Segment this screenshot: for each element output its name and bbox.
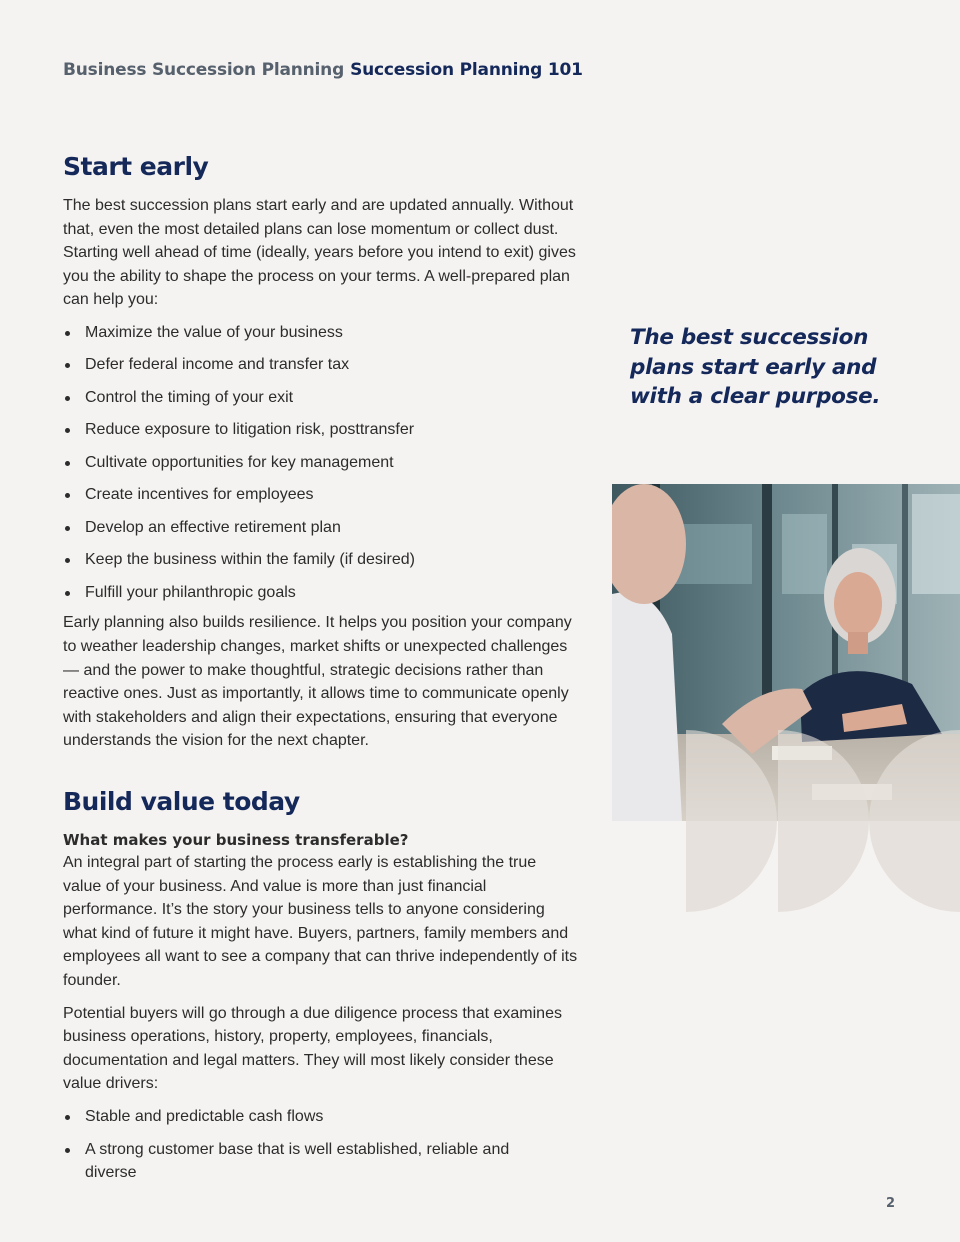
- header-title: Succession Planning 101: [350, 60, 583, 80]
- benefits-list: [63, 321, 578, 604]
- page-number: 2: [886, 1196, 896, 1211]
- list-item: Maximize the value of your business: [63, 321, 578, 345]
- start-early-heading: Start early: [63, 152, 209, 181]
- start-early-section: [63, 152, 578, 753]
- build-value-para-1: An integral part of starting the process early is establishing the true value of your business. And value is more than just financial performance. It’s the story your business tells to anyone considering what kind of future it might have. Buyers, partners, family members and employees all want to see a company that can thrive independently of its founder.: [63, 854, 578, 989]
- list-item: Control the timing of your exit: [63, 386, 578, 410]
- list-item: Defer federal income and transfer tax: [63, 353, 578, 377]
- list-item: Develop an effective retirement plan: [63, 516, 578, 540]
- decorative-shapes: [686, 730, 960, 912]
- value-drivers-list: [63, 1105, 513, 1185]
- start-early-intro: The best succession plans start early and are updated annually. Without that, even the most detailed plans can lose momentum or collect dust. Starting well ahead of time (ideally, years before you intend to exit) gives you the ability to shape the process on your terms. A well-prepared plan can help you:: [63, 197, 576, 309]
- build-value-heading: Build value today: [63, 787, 300, 816]
- header-section: Business Succession Planning: [63, 60, 345, 80]
- list-item: Create incentives for employees: [63, 483, 578, 507]
- build-value-para-2: Potential buyers will go through a due diligence process that examines business operations, history, property, employees, financials, documentation and legal matters. They will most likely consider these value drivers:: [63, 1004, 562, 1093]
- list-item: Keep the business within the family (if desired): [63, 548, 578, 572]
- list-item: Stable and predictable cash flows: [63, 1105, 513, 1129]
- list-item: Reduce exposure to litigation risk, posttransfer: [63, 418, 578, 442]
- pull-quote: The best succession plans start early and with a clear purpose.: [630, 325, 881, 409]
- list-item: A strong customer base that is well established, reliable and diverse: [63, 1138, 513, 1185]
- start-early-closing: Early planning also builds resilience. It helps you position your company to weather leadership changes, market shifts or unexpected challenges — and the power to make thoughtful, strategic decisions rather than reactive ones. Just as importantly, it allows time to communicate openly with stakeholders and align their expectations, ensuring that everyone understands the vision for the next chapter.: [63, 614, 572, 750]
- build-value-subheading: What makes your business transferable?: [63, 831, 409, 849]
- list-item: Fulfill your philanthropic goals: [63, 581, 578, 605]
- build-value-section: [63, 787, 578, 1194]
- list-item: Cultivate opportunities for key management: [63, 451, 578, 475]
- running-header: [63, 60, 583, 80]
